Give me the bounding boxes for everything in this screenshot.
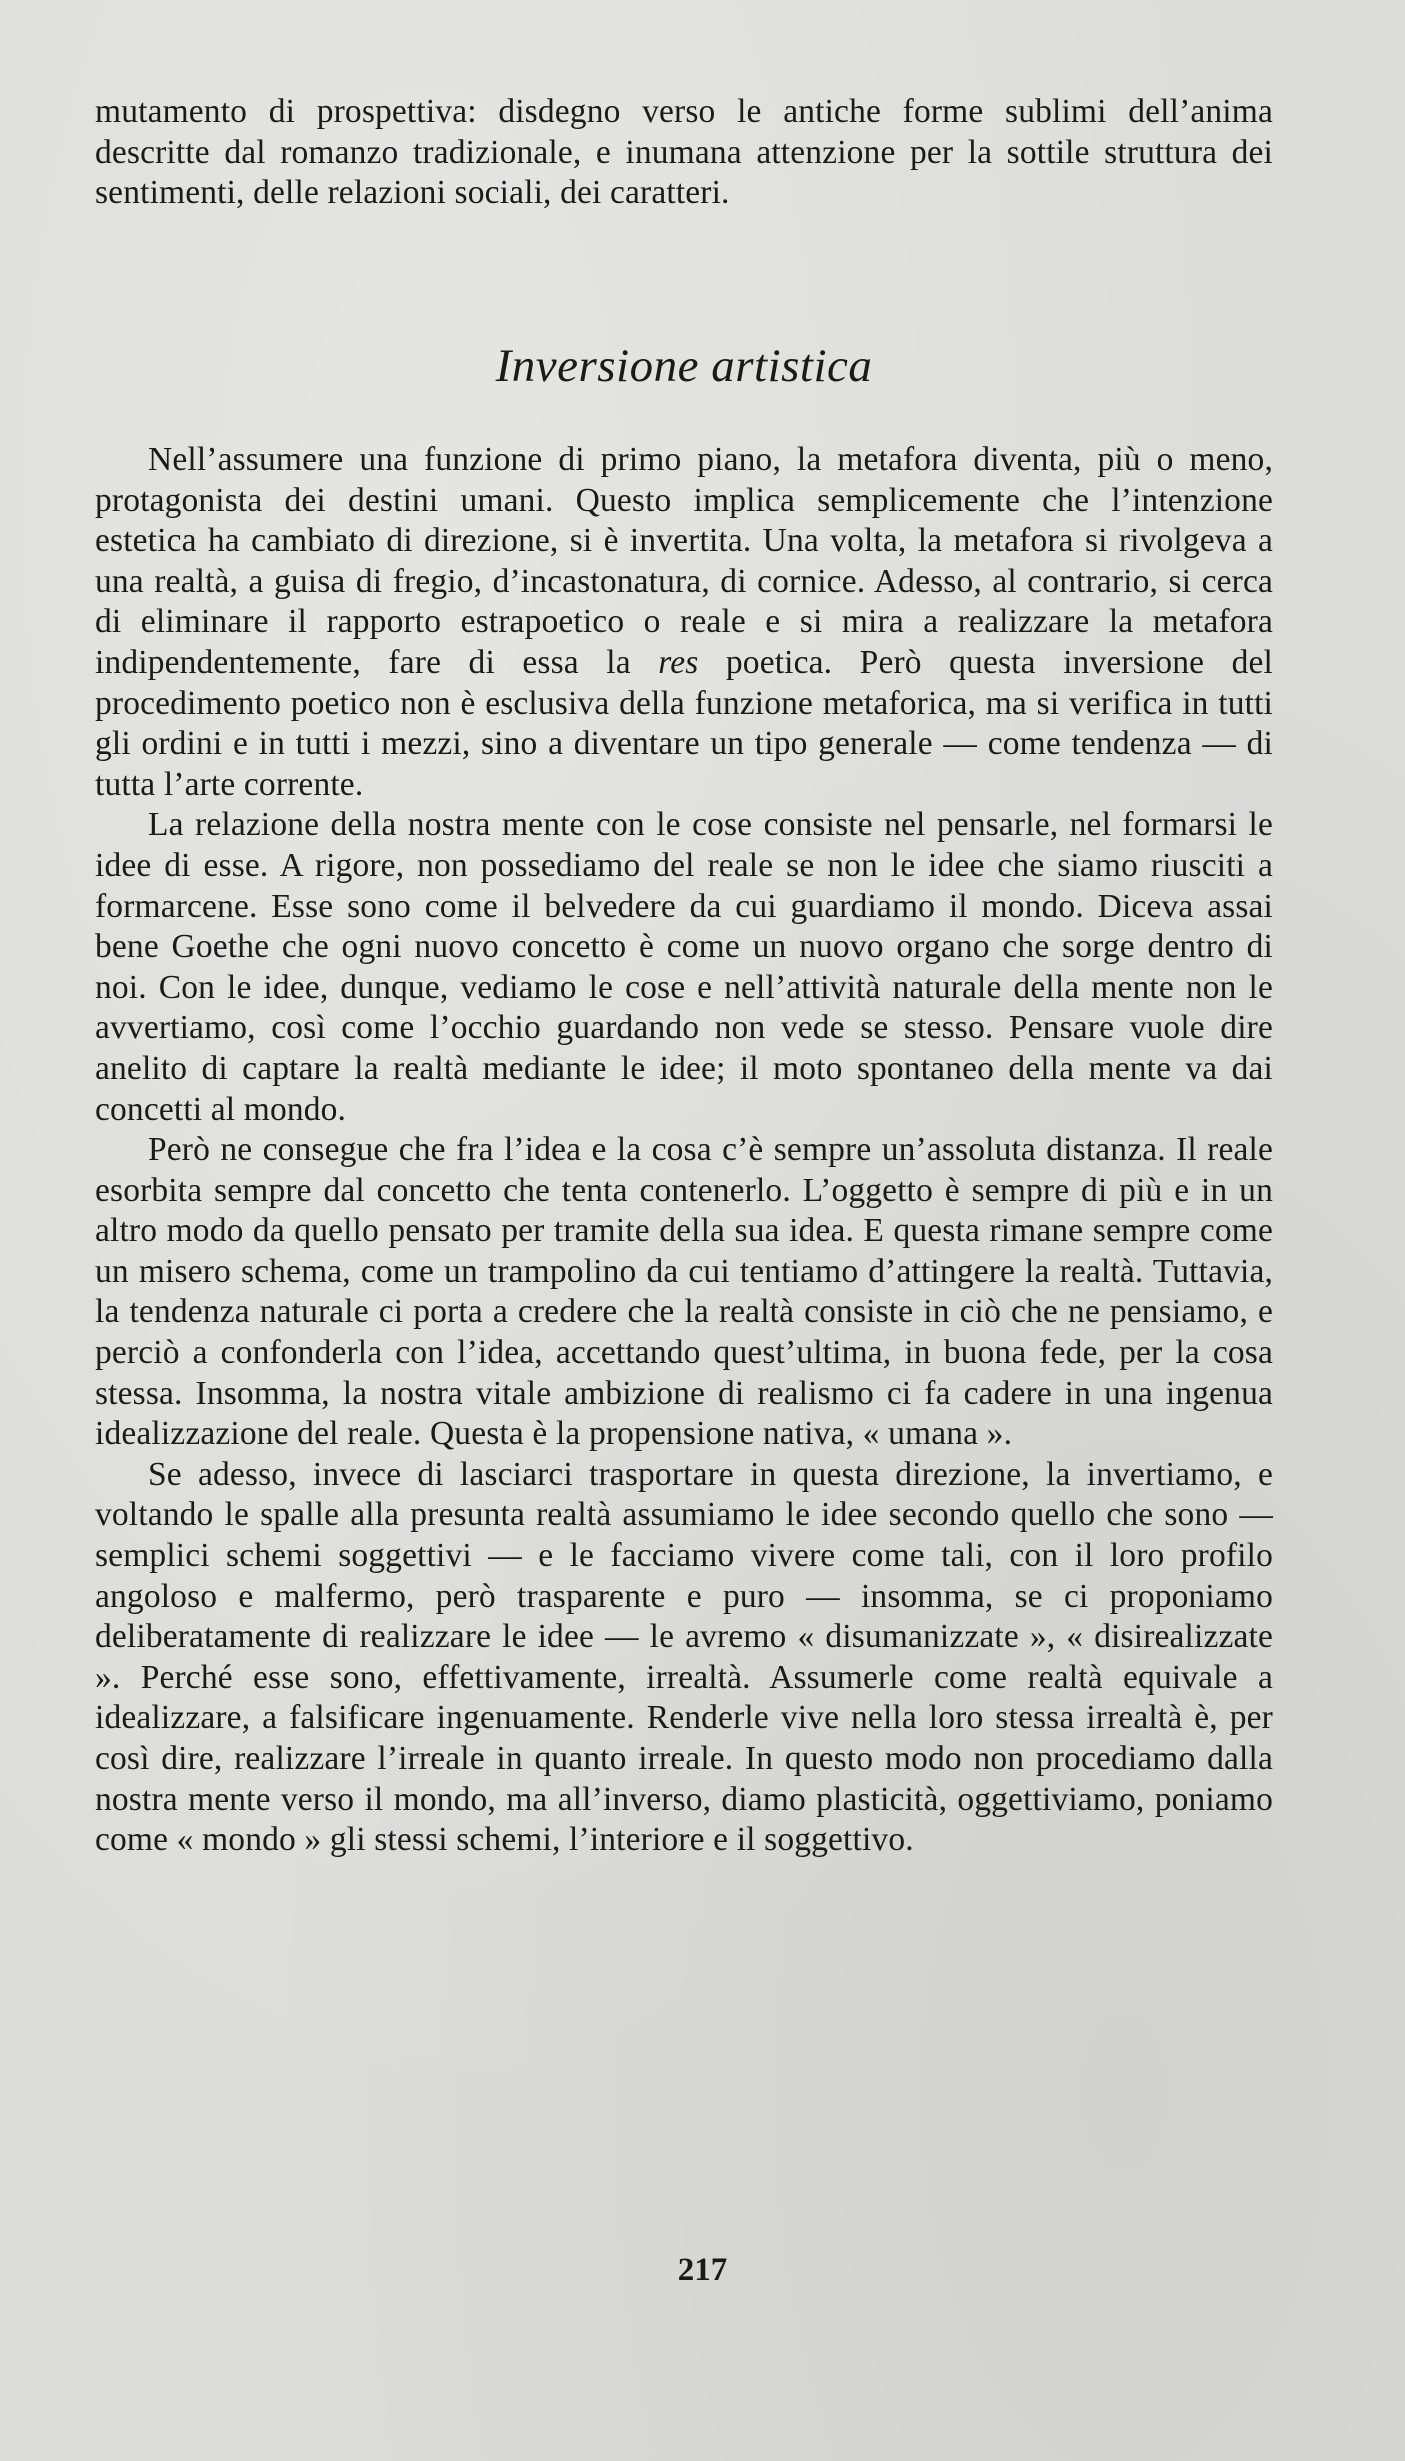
opening-paragraph: mutamento di prospettiva: disdegno verso le antiche forme sublimi dell’anima descritte dal romanzo tradizionale, e inumana attenzione per la sottile struttura dei sentimenti, delle relazioni sociali, dei caratteri. [95, 93, 1273, 212]
paragraph-2: La relazione della nostra mente con le cose consiste nel pensarle, nel formarsi le idee di esse. A rigore, non possediamo del reale se non le idee che siamo riusciti a formarcene. Esse sono come il belvedere da cui guardiamo il mondo. Diceva assai bene Goethe che ogni nuovo concetto è come un nuovo organo che sorge dentro di noi. Con le idee, dunque, vediamo le cose e nell’attività naturale della mente non le avvertiamo, così come l’occhio guardando non vede se stesso. Pensare vuole dire anelito di captare la realtà mediante le idee; il moto spontaneo della mente va dai concetti al mondo. [95, 806, 1273, 1128]
section-body [95, 440, 1273, 1861]
paragraph-3: Però ne consegue che fra l’idea e la cosa c’è sempre un’assoluta distanza. Il reale esorbita sempre dal concetto che tenta contenerlo. L’oggetto è sempre di più e in un altro modo da quello pensato per tramite della sua idea. E questa rimane sempre come un misero schema, come un trampolino da cui tentiamo d’attingere la realtà. Tuttavia, la tendenza naturale ci porta a credere che la realtà consiste in ciò che ne pensiamo, e perciò a confonderla con l’idea, accettando quest’ultima, in buona fede, per la cosa stessa. Insomma, la nostra vitale ambizione di realismo ci fa cadere in una ingenua idealizzazione del reale. Questa è la propensione nativa, « umana ». [95, 1131, 1273, 1453]
page-body [95, 92, 1274, 1859]
page-number: 217 [677, 2252, 728, 2288]
paragraph-1-part-b: poetica. Però questa inversione del procedimento poetico non è esclusiva della funzione metaforica, ma si verifica in tutti gli ordini e in tutti i mezzi, sino a diventare un tipo generale — come tendenza — di tutta l’arte corrente. [95, 643, 1274, 803]
paragraph-1-italic-word: res [658, 643, 699, 681]
section-title: Inversione artistica [495, 340, 873, 392]
paragraph-4: Se adesso, invece di lasciarci trasportare in questa direzione, la invertiamo, e voltando le spalle alla presunta realtà assumiamo le idee secondo quello che sono — semplici schemi soggettivi — e le facciamo vivere come tali, con il loro profilo angoloso e malfermo, però trasparente e puro — insomma, se ci proponiamo deliberatamente di realizzare le idee — le avremo « disumanizzate », « disirealizzate ». Perché esse sono, effettivamente, irrealtà. Assumerle come realtà equivale a idealizzare, a falsificare ingenuamente. Renderle vive nella loro stessa irrealtà è, per così dire, realizzare l’irreale in quanto irreale. In questo modo non procediamo dalla nostra mente verso il mondo, ma all’inverso, diamo plasticità, oggettiviamo, poniamo come « mondo » gli stessi schemi, l’interiore e il soggettivo. [95, 1455, 1273, 1859]
paragraph-1 [95, 440, 1273, 805]
paragraph-1-part-a: Nell’assumere una funzione di primo piano, la metafora diventa, più o meno, protagonista dei destini umani. Questo implica semplicemente che l’intenzione estetica ha cambiato di direzione, si è invertita. Una volta, la metafora si rivolgeva a una realtà, a guisa di fregio, d’incastonatura, di cornice. Adesso, al contrario, si cerca di eliminare il rapporto estrapoetico o reale e si mira a realizzare la metafora indipendentemente, fare di essa la [95, 441, 1273, 681]
